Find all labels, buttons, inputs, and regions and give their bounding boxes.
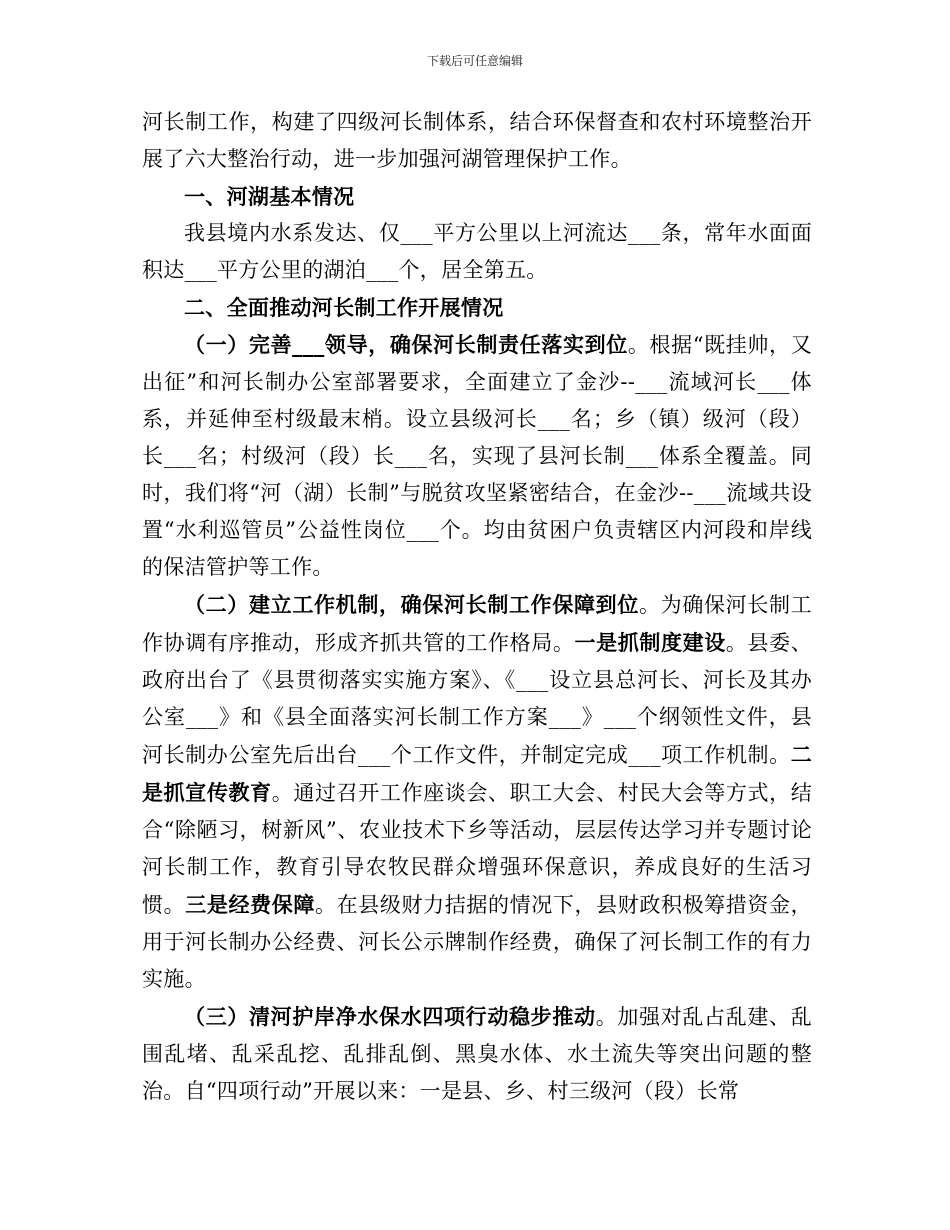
page-header: 下载后可任意编辑	[426, 54, 523, 68]
paragraph-mechanism-text-4: 。在县级财力拮据的情况下，县财政积极筹措资金，用于河长制办公经费、河长公示牌制作经费，确保了河长制工作的有力实施。	[142, 893, 812, 991]
paragraph-mechanism-text-3: 。通过召开工作座谈会、职工大会、村民大会等方式，结合“除陋习，树新风”、农业技术下乡等活动，层层传达学习并专题讨论河长制工作，教育引导农牧民群众增强环保意识，养成良好的生活习惯。	[142, 781, 812, 917]
subheading-mechanism: （二）建立工作机制，确保河长制工作保障到位	[184, 592, 640, 617]
paragraph-leadership-text: 。根据“既挂帅，又出征”和河长制办公室部署要求，全面建立了金沙--___流域河长___体系，并延伸至村级最末梢。设立县级河长___名；乡（镇）级河（段）长___名；村级河（段）长___名，实现了县河长制___体系全覆盖。同时，我们将“河（湖）长制”与脱贫攻坚紧密结合，在金沙--___流域共设置“水利巡管员”公益性岗位___个。均由贫困户负责辖区内河段和岸线的保洁管护等工作。	[142, 333, 812, 579]
subheading-funding: 三是经费保障	[185, 892, 315, 917]
paragraph-basic-situation: 我县境内水系发达、仅___平方公里以上河流达___条，常年水面面积达___平方公里的湖泊___个，居全第五。	[142, 221, 812, 282]
section-heading-1: 一、河湖基本情况	[184, 184, 355, 209]
paragraph-mechanism-text-2: 。县委、政府出台了《县贯彻落实实施方案》、《___设立县总河长、河长及其办公室___》和《县全面落实河长制工作方案___》___个纲领性文件，县河长制办公室先后出台___个工作文件，并制定完成___项工作机制。	[142, 631, 813, 767]
section-heading-2: 二、全面推动河长制工作开展情况	[184, 295, 504, 320]
paragraph-leadership	[142, 326, 812, 586]
paragraph-mechanism-text-1: 。为确保河长制工作协调有序推动，形成齐抓共管的工作格局。	[142, 593, 812, 655]
document-body	[142, 104, 812, 1110]
paragraph-four-actions	[142, 998, 812, 1110]
subheading-publicity: 二是抓宣传教育	[142, 742, 812, 805]
paragraph-four-actions-text: 。加强对乱占乱建、乱围乱堵、乱采乱挖、乱排乱倒、黑臭水体、水土流失等突出问题的整治。自“四项行动”开展以来：一是县、乡、村三级河（段）长常	[142, 1005, 812, 1103]
subheading-system-building: 一是抓制度建设	[574, 630, 726, 655]
subheading-leadership: （一）完善___领导，确保河长制责任落实到位	[184, 332, 628, 357]
subheading-four-actions: （三）清河护岸净水保水四项行动稳步推动	[184, 1004, 596, 1029]
paragraph-intro: 河长制工作，构建了四级河长制体系，结合环保督查和农村环境整治开展了六大整治行动，进一步加强河湖管理保护工作。	[142, 110, 812, 171]
paragraph-mechanism	[142, 586, 812, 998]
